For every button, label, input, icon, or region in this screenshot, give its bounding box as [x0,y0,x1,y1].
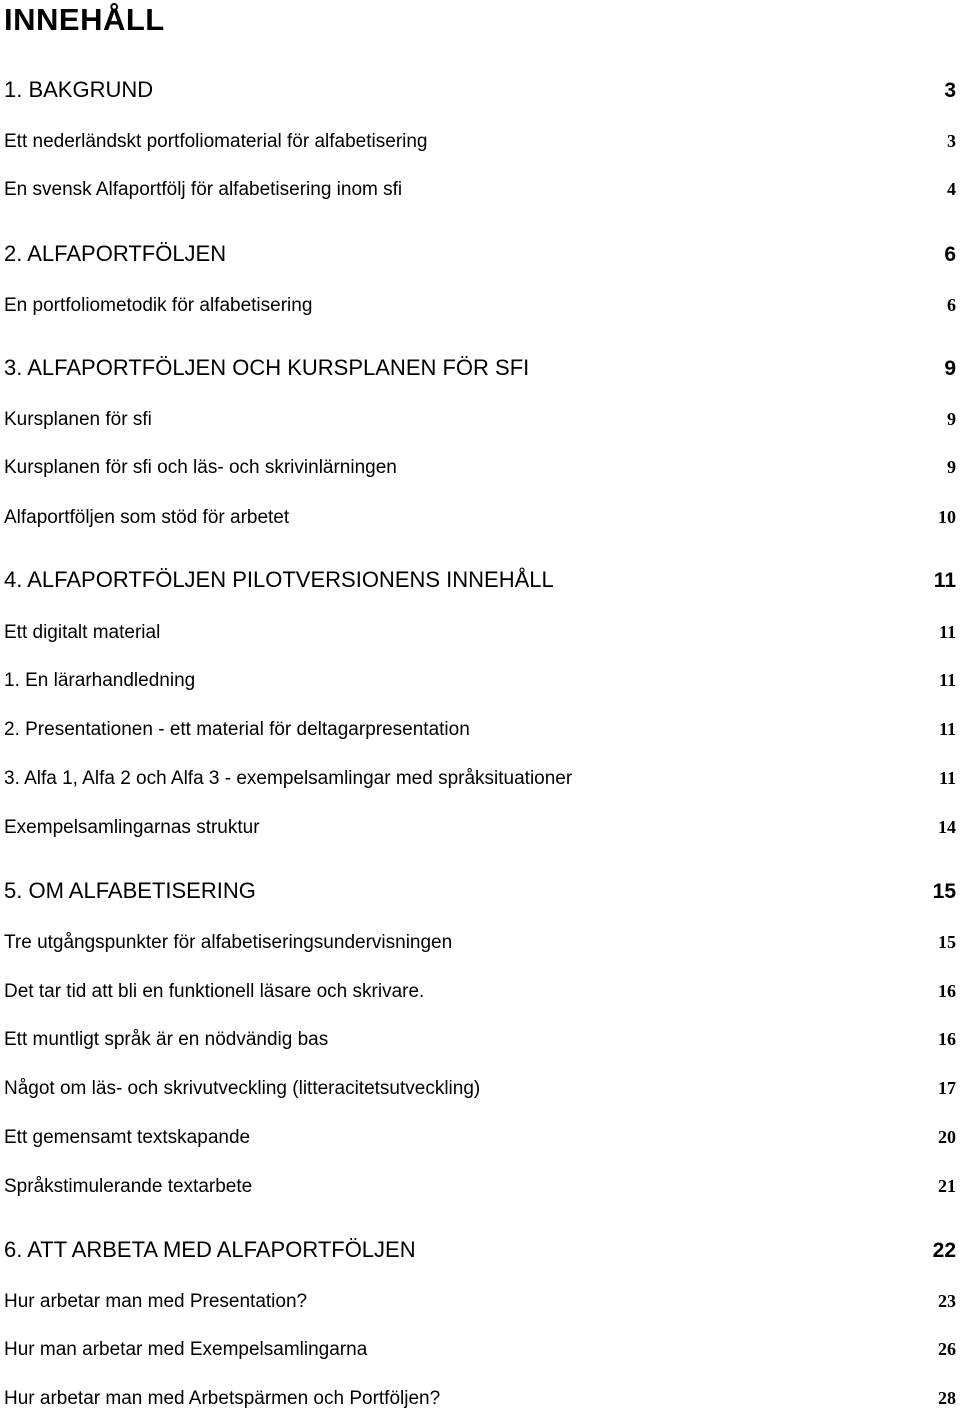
toc-entry-title: En portfoliometodik för alfabetisering [4,295,313,316]
toc-page-number: 11 [938,768,956,788]
toc-entry-title: Hur man arbetar med Exempelsamlingarna [4,1339,368,1360]
toc-entry-title: Kursplanen för sfi [4,409,152,430]
toc-section-entry[interactable] [4,1026,956,1053]
toc-page-number: 3 [947,131,956,151]
toc-entry-title: 4. ALFAPORTFÖLJEN PILOTVERSIONENS INNEHÅLL [4,567,554,592]
toc-section-entry[interactable] [4,292,956,319]
toc-entry-title: 2. Presentationen - ett material för deltagarpresentation [4,719,470,740]
toc-entry-title: 6. ATT ARBETA MED ALFAPORTFÖLJEN [4,1237,416,1262]
toc-section-entry[interactable] [4,1075,956,1102]
toc-page-number: 16 [938,1029,956,1049]
toc-chapter-entry[interactable] [4,76,956,105]
toc-page-number: 26 [938,1339,956,1359]
toc-page-number: 6 [947,295,956,315]
toc-page-number: 20 [938,1127,956,1147]
toc-page-number: 14 [938,817,956,837]
toc-entry-title: Något om läs- och skrivutveckling (litteracitetsutveckling) [4,1078,481,1099]
toc-entry-title: Tre utgångspunkter för alfabetiseringsundervisningen [4,932,453,953]
toc-chapter-entry[interactable] [4,566,956,595]
toc-entry-title: Hur arbetar man med Presentation? [4,1291,308,1312]
toc-page-number: 11 [938,622,956,642]
toc-page-number: 9 [944,357,956,380]
toc-section-entry[interactable] [4,1173,956,1200]
toc-page-number: 3 [944,79,956,102]
toc-page-number: 15 [938,932,956,952]
toc-section-entry[interactable] [4,978,956,1005]
toc-entry-title: 5. OM ALFABETISERING [4,878,256,903]
toc-entry-title: Det tar tid att bli en funktionell läsare och skrivare. [4,981,425,1002]
toc-page-number: 28 [938,1388,956,1408]
page-title: INNEHÅLL [4,2,165,37]
toc-section-entry[interactable] [4,1124,956,1151]
toc-entry-title: Kursplanen för sfi och läs- och skrivinlärningen [4,457,397,478]
toc-chapter-entry[interactable] [4,354,956,383]
toc-section-entry[interactable] [4,667,956,694]
toc-chapter-entry[interactable] [4,240,956,269]
toc-section-entry[interactable] [4,765,956,792]
toc-page-number: 6 [944,243,956,266]
toc-entry-title: Språkstimulerande textarbete [4,1176,253,1197]
toc-chapter-entry[interactable] [4,1236,956,1265]
toc-section-entry[interactable] [4,1336,956,1363]
toc-section-entry[interactable] [4,454,956,481]
toc-section-entry[interactable] [4,814,956,841]
toc-entry-title: Exempelsamlingarnas struktur [4,817,260,838]
toc-section-entry[interactable] [4,406,956,433]
toc-page-number: 22 [932,1239,956,1262]
toc-page-number: 11 [933,569,956,592]
toc-section-entry[interactable] [4,504,956,531]
toc-entry-title: 1. BAKGRUND [4,77,154,102]
toc-page-number: 17 [938,1078,956,1098]
toc-page-number: 23 [938,1291,956,1311]
toc-entry-title: 2. ALFAPORTFÖLJEN [4,241,227,266]
toc-page-number: 11 [938,719,956,739]
toc-entry-title: 3. Alfa 1, Alfa 2 och Alfa 3 - exempelsamlingar med språksituationer [4,768,573,789]
toc-entry-title: Hur arbetar man med Arbetspärmen och Portföljen? [4,1388,441,1409]
toc-page-number: 10 [938,507,956,527]
toc-entry-title: 3. ALFAPORTFÖLJEN OCH KURSPLANEN FÖR SFI [4,355,530,380]
toc-section-entry[interactable] [4,1385,956,1412]
toc-section-entry[interactable] [4,1288,956,1315]
toc-page-number: 16 [938,981,956,1001]
toc-page-number: 21 [938,1176,956,1196]
toc-section-entry[interactable] [4,619,956,646]
toc-entry-title: En svensk Alfaportfölj för alfabetisering inom sfi [4,179,403,200]
toc-page-number: 15 [932,880,956,903]
toc-section-entry[interactable] [4,929,956,956]
toc-entry-title: Ett digitalt material [4,622,161,643]
toc-page-number: 11 [938,670,956,690]
toc-section-entry[interactable] [4,128,956,155]
toc-entry-title: Alfaportföljen som stöd för arbetet [4,507,290,528]
toc-entry-title: Ett muntligt språk är en nödvändig bas [4,1029,329,1050]
toc-chapter-entry[interactable] [4,877,956,906]
toc-section-entry[interactable] [4,176,956,203]
toc-entry-title: Ett gemensamt textskapande [4,1127,251,1148]
toc-page-number: 9 [947,457,956,477]
toc-section-entry[interactable] [4,716,956,743]
toc-page-number: 4 [947,179,956,199]
toc-page-number: 9 [947,409,956,429]
toc-entry-title: 1. En lärarhandledning [4,670,196,691]
toc-entry-title: Ett nederländskt portfoliomaterial för alfabetisering [4,131,428,152]
